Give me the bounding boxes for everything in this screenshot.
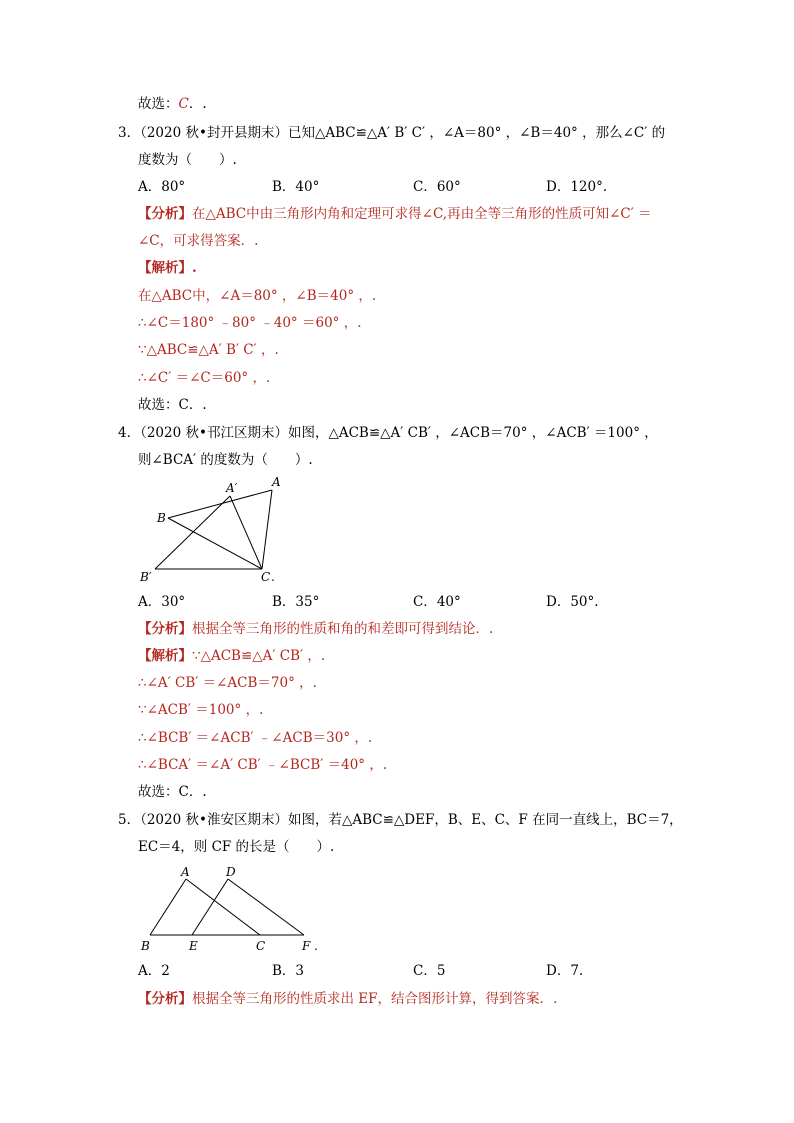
q4-segment-A1C xyxy=(230,496,262,569)
q4-stem-line1: 4．（2020 秋•邗江区期末）如图，△ACB≌△A′ CB′ ，∠ACB＝70° ，∠ACB′ ＝100° ， xyxy=(118,425,658,441)
q3-analysis-line2: ∠C，可求得答案．. xyxy=(138,233,259,249)
q4-option-c: C．40° xyxy=(413,594,461,610)
q4-figure xyxy=(130,472,300,587)
q4-step-5: ∴∠BCA′ ＝∠A′ CB′ ﹣∠BCB′ ＝40° ，. xyxy=(138,757,388,773)
q3-option-c: C．60° xyxy=(413,179,461,195)
q5-figure xyxy=(136,862,336,956)
q5-option-a: A．2 xyxy=(138,963,170,979)
q4-step-3: ∵∠ACB′ ＝100° ，. xyxy=(138,702,264,718)
q4-label-C: C xyxy=(261,570,271,584)
q5-label-E: E xyxy=(189,939,198,953)
q4-segment-BC xyxy=(168,518,262,569)
q4-step-2: ∴∠A′ CB′ ＝∠ACB＝70° ，. xyxy=(138,675,317,691)
q3-step-2: ∴∠C＝180° ﹣80° ﹣40° ＝60° ，. xyxy=(138,315,362,331)
q4-option-b: B．35° xyxy=(272,594,320,610)
q3-step-4: ∴∠C′ ＝∠C＝60° ，. xyxy=(138,370,271,386)
q3-solution-tag: 【解析】. xyxy=(138,260,197,276)
q5-stem-line1: 5．（2020 秋•淮安区期末）如图，若△ABC≌△DEF，B、E、C、F 在同一直线上，BC＝7， xyxy=(118,812,683,828)
q3-stem-line1: 3．（2020 秋•封开县期末）已知△ABC≌△A′ B′ C′ ，∠A＝80° ，∠B＝40° ，那么∠C′ 的 xyxy=(118,125,666,141)
q4-segment-BA xyxy=(168,490,272,518)
prev-conclusion: 故选：C．. xyxy=(138,96,207,112)
q4-label-A1: A′ xyxy=(226,481,238,495)
q4-segment-AC xyxy=(262,490,272,569)
q4-label-C-tail: . xyxy=(271,570,275,584)
q5-label-F: F xyxy=(302,939,311,953)
q3-option-b: B．40° xyxy=(272,179,320,195)
q5-label-tail: . xyxy=(314,939,318,953)
q5-segment-BA xyxy=(150,879,186,935)
q5-label-B: B xyxy=(141,939,150,953)
q5-option-c: C．5 xyxy=(413,963,446,979)
q5-stem-line2: EC＝4，则 CF 的长是（ ）. xyxy=(138,839,335,855)
q5-option-d: D．7. xyxy=(546,963,584,979)
q4-option-d: D．50°. xyxy=(546,594,599,610)
q3-step-1: 在△ABC中，∠A＝80° ，∠B＝40° ，. xyxy=(138,288,377,304)
q3-step-3: ∵△ABC≌△A′ B′ C′ ，. xyxy=(138,342,279,358)
q4-segment-B1A1 xyxy=(155,496,230,569)
q4-solution-line1: 【解析】∵△ACB≌△A′ CB′ ，. xyxy=(138,648,326,664)
q4-label-B1: B′ xyxy=(140,570,152,584)
q4-label-B: B xyxy=(157,511,166,525)
q4-conclusion: 故选：C．. xyxy=(138,784,207,800)
q4-step-4: ∴∠BCB′ ＝∠ACB′ ﹣∠ACB＝30° ，. xyxy=(138,730,373,746)
q4-analysis: 【分析】根据全等三角形的性质和角的和差即可得到结论．. xyxy=(138,621,494,637)
q3-option-a: A．80° xyxy=(138,179,186,195)
q5-label-C: C xyxy=(256,939,266,953)
q3-option-d: D．120°. xyxy=(546,179,608,195)
q5-label-D: D xyxy=(226,865,236,879)
q5-label-A: A xyxy=(181,865,190,879)
q4-label-A: A xyxy=(272,475,281,489)
q5-segment-DF xyxy=(228,879,304,935)
q3-analysis-line1: 【分析】在△ABC中由三角形内角和定理可求得∠C,再由全等三角形的性质可知∠C′ ＝ xyxy=(138,206,652,222)
q5-analysis: 【分析】根据全等三角形的性质求出 EF，结合图形计算，得到答案．. xyxy=(138,991,558,1007)
q5-option-b: B．3 xyxy=(272,963,305,979)
q3-stem-line2: 度数为（ ）. xyxy=(138,152,237,168)
q4-option-a: A．30° xyxy=(138,594,186,610)
q4-stem-line2: 则∠BCA′ 的度数为（ ）. xyxy=(138,452,313,468)
q3-conclusion: 故选：C．. xyxy=(138,397,207,413)
